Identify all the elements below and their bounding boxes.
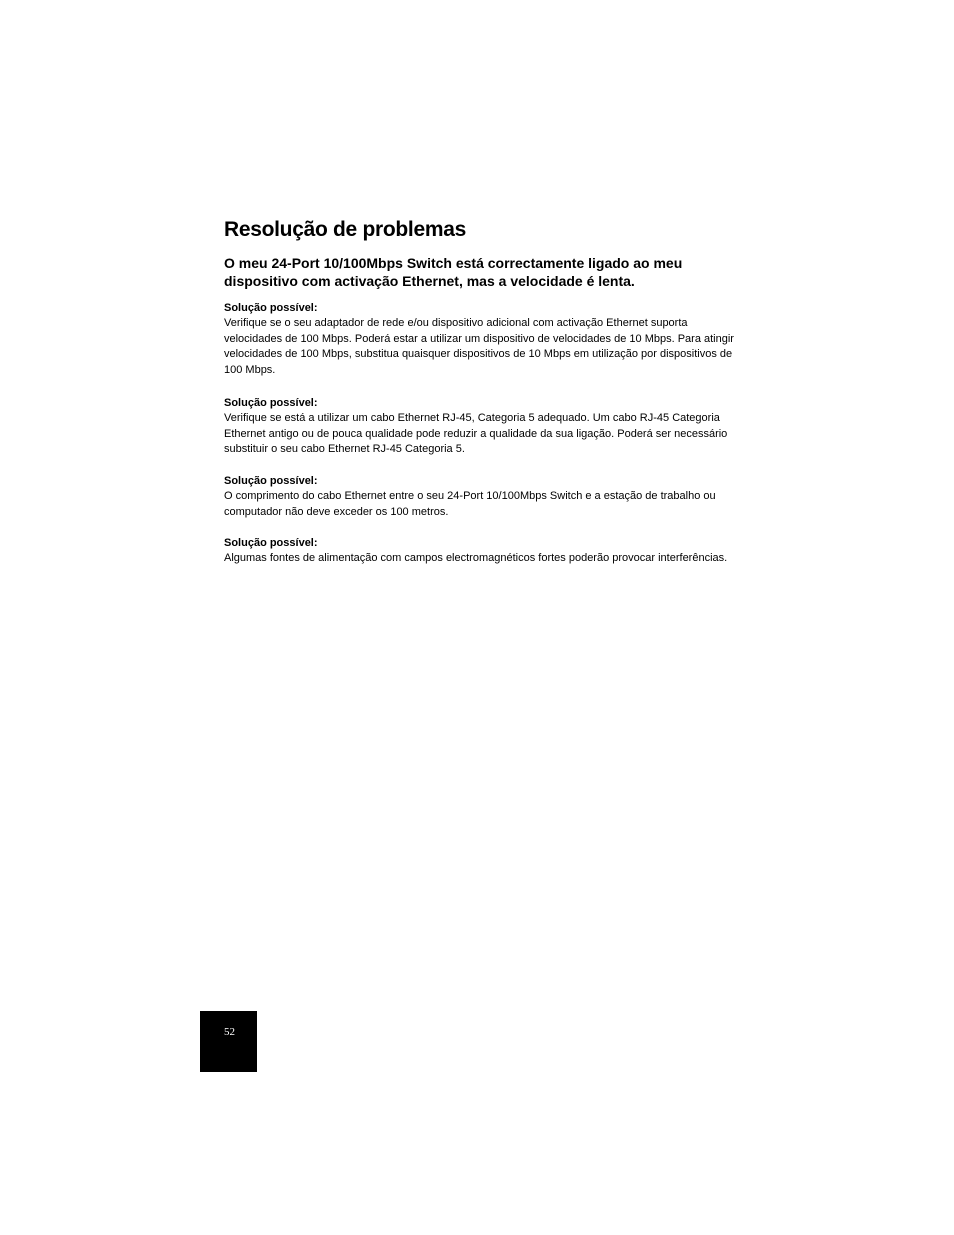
solution-block	[224, 473, 734, 520]
solution-text: Verifique se está a utilizar um cabo Ethernet RJ-45, Categoria 5 adequado. Um cabo RJ-45 Categoria Ethernet antigo ou de pouca qualidade pode reduzir a qualidade da sua ligação. Poderá ser necessário substituir o seu cabo Ethernet RJ-45 Categoria 5.	[224, 412, 728, 456]
solution-label: Solução possível:	[224, 537, 318, 549]
solution-label: Solução possível:	[224, 302, 318, 314]
solution-block	[224, 535, 734, 567]
solution-text: Algumas fontes de alimentação com campos electromagnéticos fortes poderão provocar interferências.	[224, 552, 728, 564]
solution-text: O comprimento do cabo Ethernet entre o seu 24-Port 10/100Mbps Switch e a estação de trabalho ou computador não deve exceder os 100 metros.	[224, 490, 716, 518]
page-title: Resolução de problemas	[224, 218, 466, 241]
solution-label: Solução possível:	[224, 397, 318, 409]
page-number: 52	[224, 1026, 235, 1038]
solution-block	[224, 395, 734, 458]
page-number-box	[200, 1011, 257, 1072]
solution-block	[224, 300, 734, 379]
solution-label: Solução possível:	[224, 475, 318, 487]
solution-text: Verifique se o seu adaptador de rede e/ou dispositivo adicional com activação Ethernet suporta velocidades de 100 Mbps. Poderá estar a utilizar um dispositivo de velocidades de 10 Mbps. Para atingir velocidades de 100 Mbps, substitua quaisquer dispositivos de 10 Mbps em utilização por dispositivos de 100 Mbps.	[224, 317, 734, 377]
problem-question: O meu 24-Port 10/100Mbps Switch está correctamente ligado ao meu dispositivo com activação Ethernet, mas a velocidade é lenta.	[224, 255, 683, 289]
